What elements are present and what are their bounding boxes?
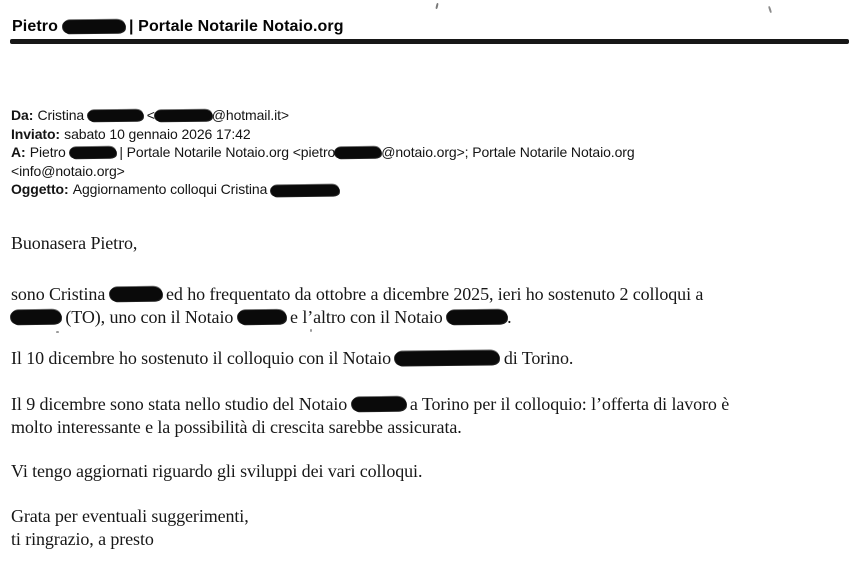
redaction-mark (11, 310, 62, 325)
text-segment: Grata per eventuali suggerimenti, (11, 506, 249, 526)
meta-row-oggetto (11, 180, 850, 199)
redaction-mark (237, 310, 286, 325)
meta-label-da: Da: (11, 107, 34, 123)
text-segment: a Torino per il colloquio: l’offerta di lavoro è (405, 394, 730, 414)
redaction-mark (335, 147, 382, 159)
meta-row-inviato (11, 125, 850, 144)
redaction-mark (447, 310, 508, 325)
scan-speck (56, 331, 59, 333)
text-segment: Pietro (29, 144, 70, 161)
body-paragraph (11, 283, 854, 329)
redaction-mark (271, 184, 340, 196)
text-segment: ed ho frequentato da ottobre a dicembre 2025, ieri ho sostenuto 2 colloqui a (161, 284, 704, 304)
body-line (11, 306, 854, 329)
title-underline (10, 39, 849, 44)
text-segment: | Portale Notarile Notaio.org (124, 18, 344, 35)
meta-row-a-continuation (11, 162, 850, 181)
body-paragraph (11, 460, 854, 483)
text-segment: Buonasera Pietro, (11, 233, 138, 253)
meta-row-a (11, 143, 850, 162)
text-segment: Il 9 dicembre sono stata nello studio del Notaio (11, 394, 352, 414)
text-segment: | Portale Notarile Notaio.org <pietro (115, 144, 336, 161)
text-segment: sono Cristina (11, 284, 110, 304)
text-segment: Aggiornamento colloqui Cristina (72, 181, 272, 198)
meta-value-inviato: sabato 10 gennaio 2026 17:42 (64, 125, 251, 142)
meta-label-oggetto: Oggetto: (11, 181, 69, 198)
body-line (11, 460, 854, 483)
body-line (11, 232, 854, 255)
meta-value-oggetto (73, 181, 339, 197)
redaction-mark (88, 110, 144, 122)
body-line (11, 283, 854, 306)
scan-speck (435, 3, 438, 9)
text-segment: Pietro (12, 18, 63, 35)
body-line (11, 393, 854, 416)
text-segment: ti ringrazio, a presto (11, 529, 154, 549)
body-line (11, 528, 854, 551)
body-paragraph (11, 347, 854, 370)
text-segment: Vi tengo aggiornati riguardo gli sviluppi dei vari colloqui. (11, 461, 423, 481)
meta-value-a-line2: <info@notaio.org> (11, 162, 125, 179)
email-title-bar (12, 17, 849, 44)
scan-speck (768, 6, 772, 13)
text-segment: Cristina (37, 107, 88, 123)
meta-label-inviato: Inviato: (11, 125, 60, 142)
scan-speck (310, 329, 312, 332)
page-title (12, 17, 849, 36)
meta-value-da (37, 107, 289, 123)
redaction-mark (62, 19, 125, 33)
meta-value-a (30, 144, 635, 160)
meta-row-da (11, 106, 850, 125)
email-meta-block (11, 106, 850, 199)
text-segment: molto interessante e la possibilità di crescita sarebbe assicurata. (11, 417, 462, 437)
redaction-mark (69, 147, 116, 159)
body-line (11, 505, 854, 528)
text-segment: (TO), uno con il Notaio (61, 307, 238, 327)
redaction-mark (395, 351, 500, 367)
redaction-mark (109, 287, 162, 302)
body-line (11, 416, 854, 439)
text-segment: e l’altro con il Notaio (285, 307, 448, 327)
text-segment: @notaio.org>; Portale Notarile Notaio.org (381, 144, 635, 161)
body-paragraph (11, 232, 854, 255)
body-line (11, 347, 854, 370)
text-segment: @hotmail.it> (211, 107, 289, 123)
redaction-mark (351, 397, 406, 412)
meta-label-a: A: (11, 144, 26, 161)
text-segment: di Torino. (499, 348, 574, 368)
text-segment: < (142, 107, 155, 123)
redaction-mark (154, 110, 212, 122)
body-paragraph (11, 393, 854, 439)
text-segment: . (507, 307, 512, 327)
body-paragraph (11, 505, 854, 551)
text-segment: Il 10 dicembre ho sostenuto il colloquio con il Notaio (11, 348, 396, 368)
email-body (11, 232, 854, 551)
